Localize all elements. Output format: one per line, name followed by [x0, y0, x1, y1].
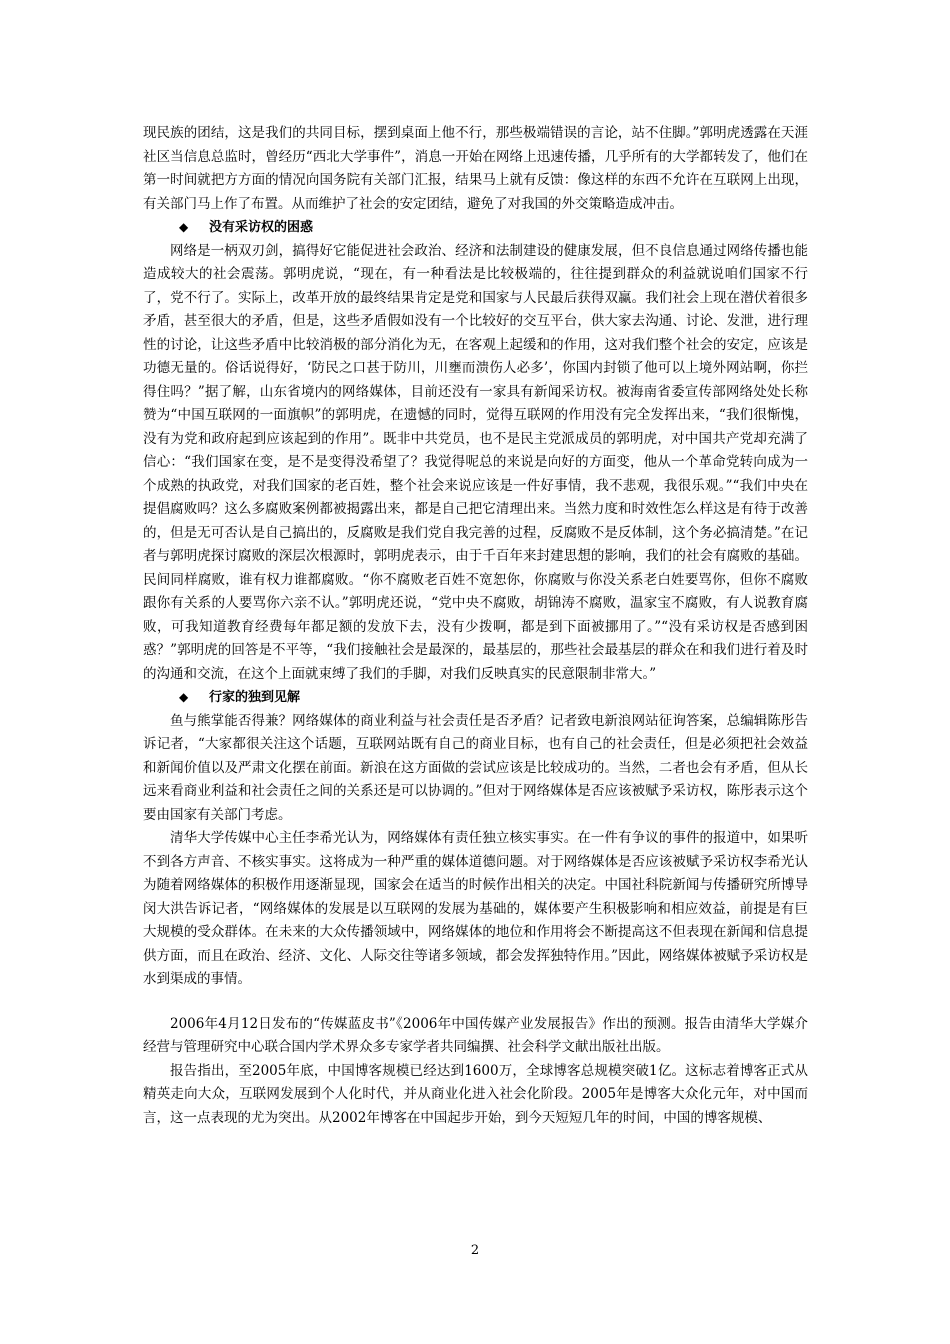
page-number: 2 — [470, 1243, 480, 1258]
diamond-bullet-icon: ◆ — [179, 220, 189, 234]
paragraph-2: 网络是一柄双刃剑，搞得好它能促进社会政治、经济和法制建设的健康发展，但不良信息通过网络传播也能造成较大的社会震荡。郭明虎说，“现在，有一种看法是比较极端的，往往提到群众的利益就说咱们国家不行了，党不行了。实际上，改革开放的最终结果肯定是党和国家与人民最后获得双赢。我们社会上现在潜伏着很多矛盾，甚至很大的矛盾，但是，这些矛盾假如没有一个比较好的交互平台，供大家去沟通、讨论、发泄，进行理性的讨论，让这些矛盾中比较消极的部分消化为无，在客观上起缓和的作用，这对我们整个社会的安定，应该是功德无量的。俗话说得好，‘防民之口甚于防川，川壅而溃伤人必多’，你国内封锁了他可以上境外网站啊，你拦得住吗？”据了解，山东省境内的网络媒体，目前还没有一家具有新闻采访权。被海南省委宣传部网络处处长称赞为“中国互联网的一面旗帜”的郭明虎，在遗憾的同时，觉得互联网的作用没有完全发挥出来，“我们很惭愧，没有为党和政府起到应该起到的作用”。既非中共党员，也不是民主党派成员的郭明虎，对中国共产党却充满了信心：“我们国家在变，是不是变得没希望了？我觉得呢总的来说是向好的方面变，他从一个革命党转向成为一个成熟的执政党，对我们国家的老百姓，整个社会来说应该是一件好事情，我不悲观，我很乐观。”“我们中央在提倡腐败吗？这么多腐败案例都被揭露出来，都是自己把它清理出来。当然力度和时效性怎么样这是有待于改善的，但是无可否认是自己搞出的，反腐败是我们党自我完善的过程，反腐败不是反体制，这个务必搞清楚。”在记者与郭明虎探讨腐败的深层次根源时，郭明虎表示，由于千百年来封建思想的影响，我们的社会有腐败的基础。民间同样腐败，谁有权力谁都腐败。“你不腐败老百姓不宽恕你，你腐败与你没关系老白姓要骂你，但你不腐败跟你有关系的人要骂你六亲不认。”郭明虎还说，“党中央不腐败，胡锦涛不腐败，温家宝不腐败，有人说教育腐败，可我知道教育经费每年都足额的发放下去，没有少拨啊，都是到下面被挪用了。”“没有采访权是否感到困惑？”郭明虎的回答是不平等，“我们接触社会是最深的，最基层的，那些社会最基层的群众在和我们进行着及时的沟通和交流，在这个上面就束缚了我们的手脚，对我们反映真实的民意限制非常大。” — [143, 242, 808, 682]
paragraph-5: 2006年4月12日发布的“传媒蓝皮书”《2006年中国传媒产业发展报告》作出的预测。报告由清华大学媒介经营与管理研究中心联合国内学术界众多专家学者共同编撰、社会科学文献出版社出版。 — [143, 1015, 808, 1055]
section-heading-no-interview-right — [143, 216, 808, 240]
diamond-bullet-icon: ◆ — [179, 690, 189, 704]
document-body — [143, 122, 808, 1130]
paragraph-4: 清华大学传媒中心主任李希光认为，网络媒体有责任独立核实事实。在一件有争议的事件的报道中，如果听不到各方声音、不核实事实。这将成为一种严重的媒体道德问题。对于网络媒体是否应该被赋予采访权李希光认为随着网络媒体的积极作用逐渐显现，国家会在适当的时候作出相关的决定。中国社科院新闻与传播研究所博导闵大洪告诉记者，“网络媒体的发展是以互联网的发展为基础的，媒体要产生积极影响和相应效益，前提是有巨大规模的受众群体。在未来的大众传播领域中，网络媒体的地位和作用将会不断提高这不但表现在新闻和信息提供方面，而且在政治、经济、文化、人际交往等诸多领域，都会发挥独特作用。”因此，网络媒体被赋予采访权是水到渠成的事情。 — [143, 830, 808, 987]
section-heading-expert-views — [143, 686, 808, 710]
paragraph-3: 鱼与熊掌能否得兼？网络媒体的商业利益与社会责任是否矛盾？记者致电新浪网站征询答案，总编辑陈彤告诉记者，“大家都很关注这个话题，互联网站既有自己的商业目标，也有自己的社会责任，但是必须把社会效益和新闻价值以及严肃文化摆在前面。新浪在这方面做的尝试应该是比较成功的。当然，二者也会有矛盾，但从长远来看商业利益和社会责任之间的关系还是可以协调的。”但对于网络媒体是否应该被赋予采访权，陈彤表示这个要由国家有关部门考虑。 — [143, 712, 808, 823]
paragraph-spacer — [143, 992, 808, 1013]
section-heading-text: 行家的独到见解 — [209, 690, 301, 705]
section-heading-text: 没有采访权的困惑 — [209, 220, 314, 235]
paragraph-6: 报告指出，至2005年底，中国博客规模已经达到1600万，全球博客总规模突破1亿。这标志着博客正式从精英走向大众，互联网发展到个人化时代，并从商业化进入社会化阶段。2005年是博客大众化元年，对中国而言，这一点表现的尤为突出。从2002年博客在中国起步开始，到今天短短几年的时间，中国的博客规模、 — [143, 1062, 808, 1126]
paragraph-1: 现民族的团结，这是我们的共同目标，摆到桌面上他不行，那些极端错误的言论，站不住脚。”郭明虎透露在天涯社区当信息总监时，曾经历“西北大学事件”，消息一开始在网络上迅速传播，几乎所有的大学都转发了，他们在第一时间就把方方面的情况向国务院有关部门汇报，结果马上就有反馈：像这样的东西不允许在互联网上出现，有关部门马上作了布置。从而维护了社会的安定团结，避免了对我国的外交策略造成冲击。 — [143, 125, 808, 212]
